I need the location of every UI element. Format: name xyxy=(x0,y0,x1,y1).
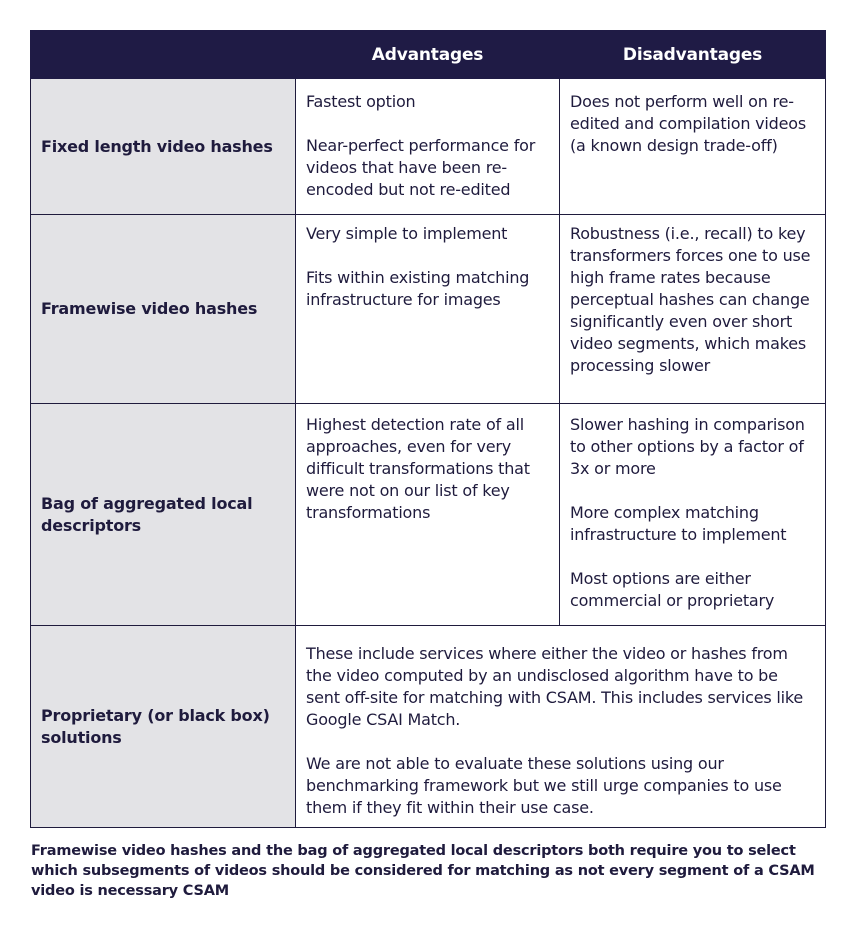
advantage-text: Very simple to implement xyxy=(306,224,508,243)
table-row xyxy=(31,404,826,626)
table-row xyxy=(31,79,826,215)
combined-cell xyxy=(296,626,826,828)
disadvantage-text: Does not perform well on re-edited and compilation videos (a known design trade-off) xyxy=(570,92,806,155)
advantage-text: Fastest option xyxy=(306,92,416,111)
disadvantages-cell xyxy=(560,404,826,626)
table-footnote: Framewise video hashes and the bag of aggregated local descriptors both require you to select which subsegments of videos should be considered for matching as not every segment of a CSAM video is necessary CSAM xyxy=(31,843,815,899)
table-row xyxy=(31,626,826,828)
advantages-cell xyxy=(296,215,560,404)
row-label: Proprietary (or black box) solutions xyxy=(31,626,296,828)
advantage-text: Near-perfect performance for videos that have been re-encoded but not re-edited xyxy=(306,136,536,199)
row-label: Framewise video hashes xyxy=(31,215,296,404)
disadvantage-text: More complex matching infrastructure to implement xyxy=(570,503,787,544)
header-disadvantages: Disadvantages xyxy=(560,31,826,79)
advantages-cell xyxy=(296,79,560,215)
disadvantage-text: Robustness (i.e., recall) to key transformers forces one to use high frame rates because perceptual hashes can change significantly even over short video segments, which makes processing slower xyxy=(570,224,811,375)
disadvantages-cell xyxy=(560,215,826,404)
table-row xyxy=(31,215,826,404)
combined-text: These include services where either the video or hashes from the video computed by an undisclosed algorithm have to be sent off-site for matching with CSAM. This includes services like Google CSAI Match. xyxy=(306,644,804,729)
advantage-text: Fits within existing matching infrastructure for images xyxy=(306,268,530,309)
combined-text: We are not able to evaluate these solutions using our benchmarking framework but we still urge companies to use them if they fit within their use case. xyxy=(306,754,782,817)
disadvantages-cell xyxy=(560,79,826,215)
comparison-table-container xyxy=(30,30,825,828)
advantages-cell xyxy=(296,404,560,626)
disadvantage-text: Most options are either commercial or proprietary xyxy=(570,569,775,610)
row-label: Fixed length video hashes xyxy=(31,79,296,215)
disadvantage-text: Slower hashing in comparison to other options by a factor of 3x or more xyxy=(570,415,805,478)
row-label: Bag of aggregated local descriptors xyxy=(31,404,296,626)
table-header-row xyxy=(31,31,826,79)
advantage-text: Highest detection rate of all approaches, even for very difficult transformations that were not on our list of key transformations xyxy=(306,415,530,522)
comparison-table xyxy=(30,30,826,828)
header-blank-cell xyxy=(31,31,296,79)
header-advantages: Advantages xyxy=(296,31,560,79)
